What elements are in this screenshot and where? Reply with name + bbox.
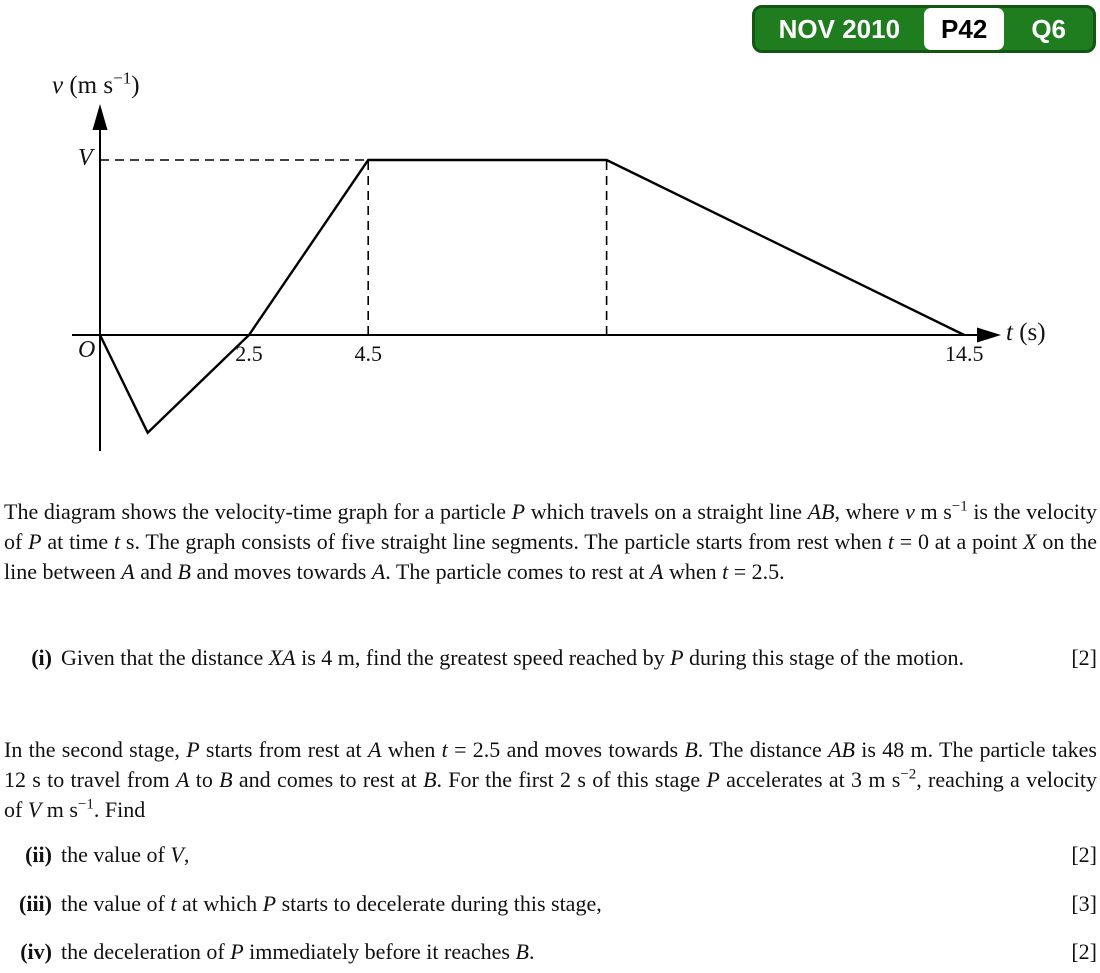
item-iv-text: the deceleration of P immediately before it reaches B.	[61, 939, 535, 964]
x-tick-label: 2.5	[235, 341, 263, 366]
item-iv-marks: [2]	[1071, 939, 1097, 964]
question-item-iii	[4, 889, 1097, 919]
x-tick-label: 4.5	[354, 341, 382, 366]
origin-label: O	[78, 337, 96, 363]
badge-paper-label: P42	[924, 8, 1004, 50]
item-i-marks: [2]	[1071, 645, 1097, 670]
item-iii-label: (iii)	[19, 891, 52, 916]
y-axis-arrow	[93, 104, 108, 130]
item-ii-marks: [2]	[1071, 842, 1097, 867]
x-tick-label: 14.5	[944, 341, 984, 366]
intro-paragraph: The diagram shows the velocity-time graph for a particle P which travels on a straight line AB, where v m $s^{-1}$ is the velocity of P at time t s. The graph consists of five straight line segments. The particle starts from rest when t = 0 at a point X on the line between A and B and moves towards A. The particle comes to rest at A when t = 2.5.	[4, 498, 1097, 584]
item-iii-text: the value of t at which P starts to decelerate during this stage,	[61, 891, 602, 916]
question-item-i	[4, 643, 1097, 673]
badge-session-label: NOV 2010	[778, 13, 901, 44]
item-ii-text: the value of V,	[61, 842, 190, 867]
item-i-label: (i)	[31, 645, 52, 670]
badge-question-label: Q6	[1031, 13, 1066, 44]
question-item-iv	[4, 937, 1097, 967]
velocity-time-graph-canvas	[0, 0, 1100, 480]
second-stage-paragraph: In the second stage, P starts from rest at A when t = 2.5 and moves towards B. The distance AB is 48 m. The particle takes 12 s to travel from A to B and comes to rest at B. For the first 2 s of this stage P accelerates at 3 m $s^{-2}$, reaching a velocity of V m $s^{-1}$. Find	[4, 737, 1097, 822]
y-tick-label: V	[78, 144, 93, 171]
velocity-time-graph	[0, 0, 1100, 480]
item-iv-label: (iv)	[20, 939, 52, 964]
question-item-ii	[4, 840, 1097, 870]
item-iii-marks: [3]	[1071, 891, 1097, 916]
item-i-text: Given that the distance XA is 4 m, find the greatest speed reached by P during this stage of the motion.	[61, 645, 965, 670]
x-axis-title: t (s)	[1006, 319, 1046, 346]
velocity-curve	[100, 160, 964, 433]
y-axis-title: v (m $s^{-1}$)	[52, 68, 140, 99]
item-ii-label: (ii)	[25, 842, 52, 867]
